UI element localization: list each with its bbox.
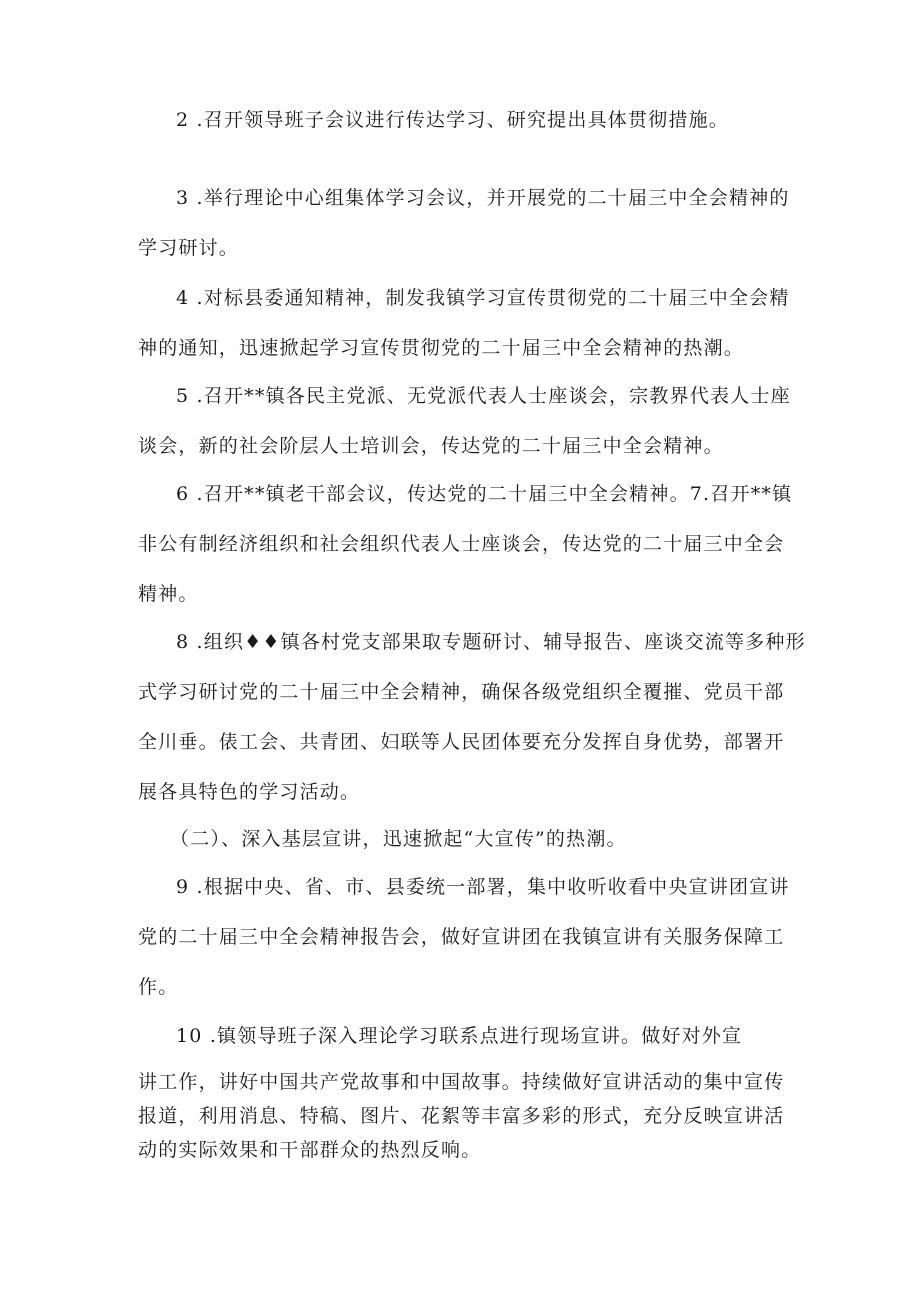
paragraph-line: 谈会，新的社会阶层人士培训会，传达党的二十届三中全会精神。 <box>138 435 724 457</box>
paragraph-line: 5 .召开**镇各民主党派、无党派代表人士座谈会，宗教界代表人士座 <box>176 385 791 407</box>
paragraph-9 <box>138 862 788 1012</box>
paragraph-line: 6 .召开**镇老干部会议，传达党的二十届三中全会精神。7.召开**镇 <box>176 483 793 505</box>
paragraph-line: 10 .镇领导班子深入理论学习联系点进行现场宣讲。做好对外宣 <box>176 1025 743 1047</box>
paragraph-line: 讲工作，讲好中国共产党故事和中国故事。持续做好宣讲活动的集中宣传 <box>138 1071 785 1093</box>
paragraph-line: 4 .对标县委通知精神，制发我镇学习宣传贯彻党的二十届三中全会精 <box>176 287 790 309</box>
section-heading-text: （二）、深入基层宣讲，迅速掀起“大宣传”的热潮。 <box>170 828 627 850</box>
paragraph-line: 式学习研讨党的二十届三中全会精神，确保各级党组织全覆摧、党员干部 <box>138 681 785 703</box>
paragraph-3 <box>138 173 788 273</box>
paragraph-2 <box>138 95 788 145</box>
paragraph-line: 9 .根据中央、省、市、县委统一部署，集中收听收看中央宣讲团宣讲 <box>176 876 790 898</box>
paragraph-line: 2 .召开领导班子会议进行传达学习、研究提出具体贯彻措施。 <box>176 109 729 131</box>
paragraph-line: 8 .组织♦♦镇各村党支部果取专题研讨、辅导报告、座谈交流等多种形 <box>176 631 806 653</box>
paragraph-line: 动的实际效果和干部群众的热烈反响。 <box>138 1139 482 1161</box>
paragraph-line: 作。 <box>138 976 179 998</box>
paragraph-line: 全川垂。俵工会、共青团、妇联等人民团体要充分发挥自身优势，部署开 <box>138 731 785 753</box>
paragraph-10-continued <box>138 1065 788 1167</box>
paragraph-line: 精神。 <box>138 583 199 605</box>
paragraph-line: 神的通知，迅速掀起学习宣传贯彻党的二十届三中全会精神的热潮。 <box>138 337 745 359</box>
paragraph-10 <box>138 1011 788 1061</box>
paragraph-line: 3 .举行理论中心组集体学习会议，并开展党的二十届三中全会精神的 <box>176 187 790 209</box>
paragraph-line: 党的二十届三中全会精神报告会，做好宣讲团在我镇宣讲有关服务保障工 <box>138 926 785 948</box>
paragraph-line: 报道，利用消息、特稿、图片、花絮等丰富多彩的形式，充分反映宣讲活 <box>138 1105 785 1127</box>
section-heading-2 <box>138 814 788 864</box>
paragraph-line: 非公有制经济组织和社会组织代表人士座谈会，传达党的二十届三中全会 <box>138 533 785 555</box>
paragraph-6 <box>138 469 793 619</box>
paragraph-5 <box>138 371 791 471</box>
paragraph-line: 学习研讨。 <box>138 237 240 259</box>
paragraph-line: 展各具特色的学习活动。 <box>138 781 361 803</box>
paragraph-8 <box>138 617 806 817</box>
paragraph-4 <box>138 273 788 373</box>
